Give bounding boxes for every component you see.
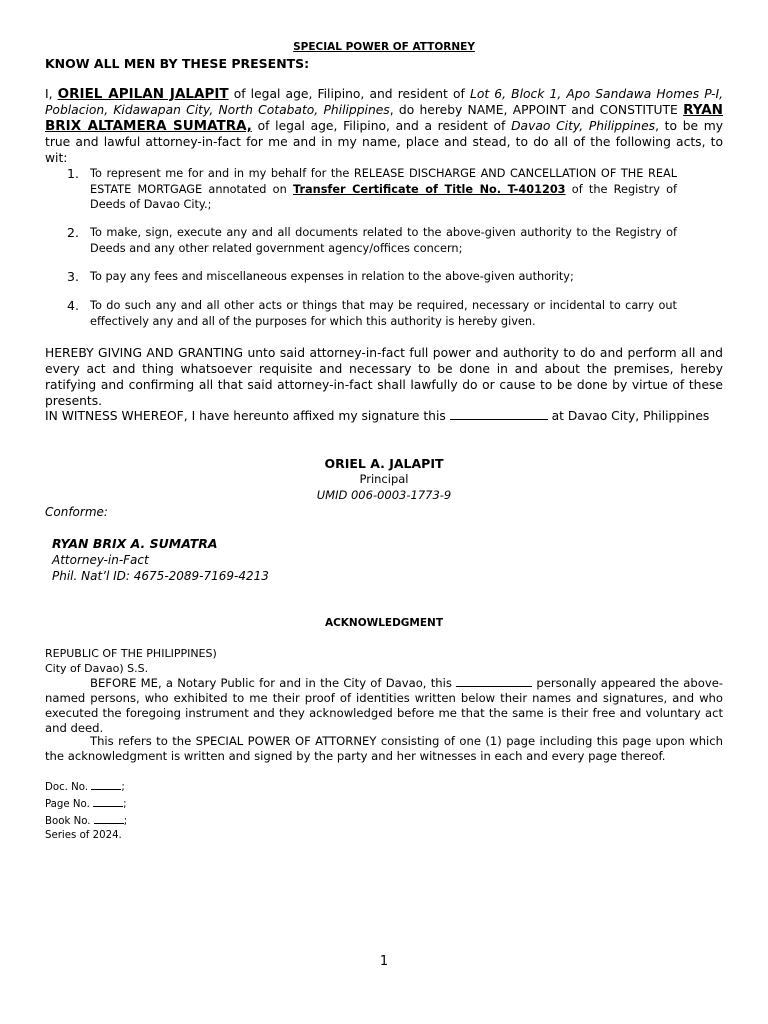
series-line: Series of 2024. <box>45 830 122 841</box>
witness-text: IN WITNESS WHEREOF, I have hereunto affixed my signature this <box>45 409 446 423</box>
principal-id: UMID 006-0003-1773-9 <box>316 488 452 502</box>
attorney-name: RYAN BRIX A. SUMATRA <box>52 536 218 551</box>
principal-name: ORIEL A. JALAPIT <box>324 456 444 471</box>
principal-address: Lot 6, Block 1, Apo Sandawa Homes P-I, Poblacion, Kidawapan City, North Cotabato, Philippines <box>45 87 723 117</box>
attorney-address: Davao City, Philippines <box>511 119 656 133</box>
ack-text-1: BEFORE ME, a Notary Public for and in the City of Davao, this <box>90 676 452 690</box>
intro-text-1: of legal age, Filipino, and resident of <box>233 87 465 101</box>
list-item-text: To pay any fees and miscellaneous expenses in relation to the above-given authority; <box>90 270 574 283</box>
witness-line <box>45 408 723 424</box>
list-item <box>45 298 677 329</box>
attorney-signature-block <box>52 536 269 584</box>
know-all-heading: KNOW ALL MEN BY THESE PRESENTS: <box>45 56 310 71</box>
page-no-line: Page No. ; <box>45 795 127 812</box>
attorney-role: Attorney-in-Fact <box>52 553 149 567</box>
principal-role: Principal <box>359 472 409 486</box>
acknowledgment-title: ACKNOWLEDGMENT <box>324 617 444 629</box>
intro-paragraph <box>45 86 723 166</box>
list-item-text-end: of the Registry of Deeds of Davao City.; <box>90 182 678 211</box>
acknowledgment-paragraph-2: This refers to the SPECIAL POWER OF ATTORNEY consisting of one (1) page including this page upon which the acknowledgment is written and signed by the party and her witnesses in each and every page thereof. <box>45 734 723 763</box>
attorney-full-name: RYAN BRIX ALTAMERA SUMATRA, <box>45 102 723 134</box>
intro-text-3: of legal age, Filipino, and a resident of <box>257 119 506 133</box>
title-reference: Transfer Certificate of Title No. T-401203 <box>293 182 566 196</box>
list-item <box>45 225 677 256</box>
ack-date-blank <box>456 675 532 687</box>
hereby-paragraph: HEREBY GIVING AND GRANTING unto said attorney-in-fact full power and authority to do and perform all and every act and thing whatsoever requisite and necessary to be done in and about the premises, hereby ratifying and confirming all that said attorney-in-fact shall lawfully do or cause to be done by virtue of these presents. <box>45 346 723 408</box>
page-number: 1 <box>379 954 389 969</box>
principal-signature-block <box>0 456 768 503</box>
document-title: SPECIAL POWER OF ATTORNEY <box>293 41 475 53</box>
acknowledgment-paragraph-1 <box>45 675 723 736</box>
venue-republic: REPUBLIC OF THE PHILIPPINES) <box>45 647 217 660</box>
ack-text-2: personally appeared the above-named persons, who exhibited to me their proof of identities written below their names and signatures, and who executed the foregoing instrument and they acknowledged before me that the same is their free and voluntary act and deed. <box>45 676 724 735</box>
date-blank <box>450 408 548 420</box>
list-item-text: To represent me for and in my behalf for the RELEASE DISCHARGE AND CANCELLATION OF THE REAL ESTATE MORTGAGE annotated on <box>90 167 677 196</box>
list-item-number: 3. <box>67 269 79 284</box>
intro-i: I, <box>45 87 53 101</box>
intro-text-4: , to be my true and lawful attorney-in-fact for me and in my name, place and stead, to do all of the following acts, to wit: <box>45 119 724 165</box>
principal-full-name: ORIEL APILAN JALAPIT <box>57 86 229 102</box>
conforme-label: Conforme: <box>45 505 108 519</box>
list-item-number: 1. <box>67 166 79 181</box>
book-no-line: Book No. ; <box>45 812 127 829</box>
list-item-text: To make, sign, execute any and all documents related to the above-given authority to the Registry of Deeds and any other related government agency/offices concern; <box>90 226 677 255</box>
list-item-text: To do such any and all other acts or things that may be required, necessary or incidental to carry out effectively any and all of the purposes for which this authority is hereby given. <box>90 299 677 328</box>
list-item <box>45 269 677 285</box>
attorney-id: Phil. Nat’l ID: 4675-2089-7169-4213 <box>52 569 269 583</box>
venue-block <box>45 646 217 676</box>
list-item-number: 2. <box>67 225 79 240</box>
notarial-register <box>45 778 127 843</box>
venue-city: City of Davao) S.S. <box>45 662 149 675</box>
list-item <box>45 166 677 213</box>
list-item-number: 4. <box>67 298 79 313</box>
witness-location: at Davao City, Philippines <box>551 409 710 423</box>
doc-no-line: Doc. No. ; <box>45 778 127 795</box>
intro-text-2: , do hereby NAME, APPOINT and CONSTITUTE <box>389 103 678 117</box>
